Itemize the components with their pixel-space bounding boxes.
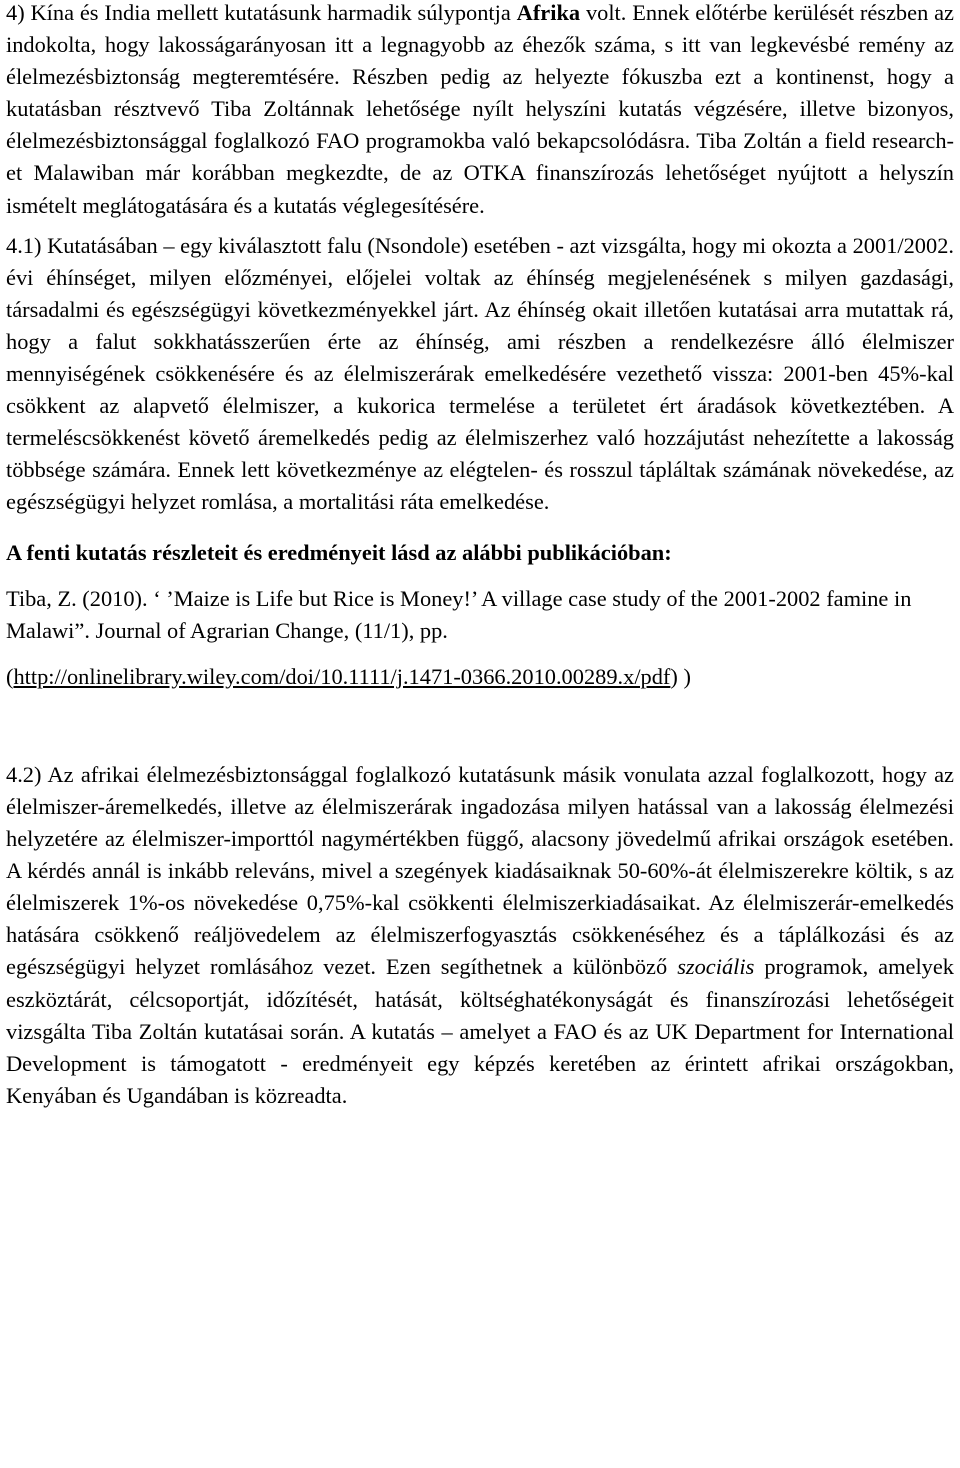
paragraph-text: volt. Ennek előtérbe kerülését részben az indokolta, hogy lakosságarányosan itt a legnagyobb az éhezők száma, s itt van legkevésbé remény az élelmezésbiztonság megteremtésére. Részben pedig az helyezte fókuszba ezt a kontinenst, hogy a kutatásban résztvevő Tiba Zoltánnak lehetősége nyílt helyszíni kutatás végzésére, illetve bizonyos, élelmezésbiztonsággal foglalkozó FAO programokba való bekapcsolódásra. Tiba Zoltán a field research-et Malawiban már korábban megkezdte, de az OTKA finanszírozás lehetőséget nyújtott a helyszín ismételt meglátogatására és a kutatás véglegesítésére. [6,0,954,218]
paragraph-text: programok, amelyek eszköztárát, célcsoportját, időzítését, hatását, költséghatékonyságát és finanszírozási lehetőségeit vizsgálta Tiba Zoltán kutatásai során. A kutatás – amelyet a FAO és az UK Department for International Development is támogatott - eredményeit egy képzés keretében az érintett afrikai országokban, Kenyában és Ugandában is közreadta. [6,954,954,1108]
paragraph-text: 4.2) Az afrikai élelmezésbiztonsággal foglalkozó kutatásunk másik vonulata azzal foglalkozott, hogy az élelmiszer-áremelkedés, illetve az élelmiszerárak ingadozása milyen hatással van a lakosság élelmezési helyzetére az élelmiszer-importtól nagymértékben függő, alacsony jövedelmű afrikai országok esetében. A kérdés annál is inkább releváns, mivel a szegények kiadásaiknak 50-60%-át élelmiszerekre költik, s az élelmiszerek 1%-os növekedése 0,75%-kal csökkenti élelmiszerkiadásaikat. Az élelmiszerár-emelkedés hatására csökkenő reáljövedelem az élelmiszerfogyasztás csökkenéséhez és a táplálkozási és az egészségügyi helyzet romlásához vezet. Ezen segíthetnek a különböző [6,761,954,980]
bold-term-africa: Afrika [516,0,581,25]
paren-close: ) ) [670,663,691,689]
document-page [6,0,954,1112]
paragraph-section-4-2 [6,759,954,1112]
publication-citation: Tiba, Z. (2010). ‘ ’Maize is Life but Rice is Money!’ A village case study of the 2001-2002 famine in Malawi”. Journal of Agrarian Change, (11/1), pp. [6,585,912,643]
publication-link-line [6,661,954,693]
publication-url-link[interactable]: http://onlinelibrary.wiley.com/doi/10.1111/j.1471-0366.2010.00289.x/pdf [13,663,671,689]
paragraph-text: 4) Kína és India mellett kutatásunk harmadik súlypontja [6,0,517,25]
italic-term-social: szociális [677,954,755,980]
paren-open: ( [6,663,14,689]
publication-heading: A fenti kutatás részleteit és eredményeit lásd az alábbi publikációban: [6,539,672,565]
paragraph-section-4-1: 4.1) Kutatásában – egy kiválasztott falu (Nsondole) esetében - azt vizsgálta, hogy mi okozta a 2001/2002. évi éhínséget, milyen előzményei, előjelei voltak az éhínség megjelenésének s milyen gazdasági, társadalmi és egészségügyi következményekkel járt. Az éhínség okait illetően kutatásai arra mutattak rá, hogy a falut sokkhatásszerűen érte az éhínség, ami részben a rendelkezésre álló élelmiszer mennyiségének csökkenésére és az élelmiszerárak emelkedésére vezethető vissza: 2001-ben 45%-kal csökkent az alapvető élelmiszer, a kukorica termelése a területet ért áradások következtében. A termeléscsökkenést követő áremelkedés pedig az élelmiszerhez való hozzájutást nehezítette a lakosság többsége számára. Ennek lett következménye az elégtelen- és rosszul tápláltak számának növekedése, az egészségügyi helyzet romlása, a mortalitási ráta emelkedése. [6,232,954,515]
paragraph-africa-focus [6,0,954,222]
